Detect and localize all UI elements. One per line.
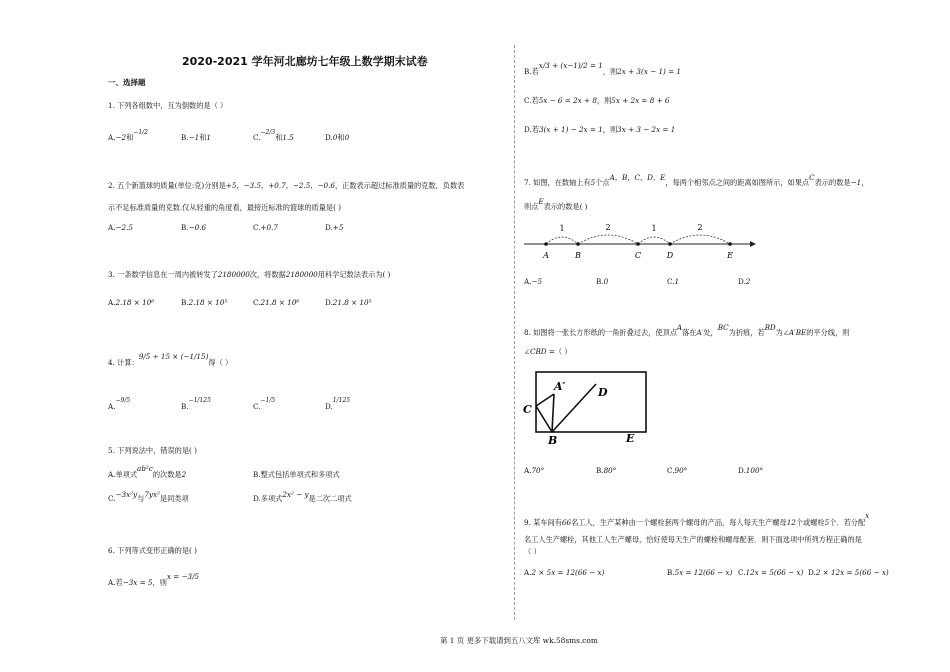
q7-stem-line1: 7. 如图，在数轴上有5个点A，B，C，D，E，每两个相邻点之间的距离如图所示，如果点C表示的数是−1， <box>524 173 869 187</box>
q9-stem-line1: 9. 某车间有66名工人，生产某种由一个螺栓套两个螺母的产品，每人每天生产螺母12个或螺栓5个．若分配x <box>524 511 870 527</box>
q1-option-a: A.−2和$^{-1/2}$ <box>108 129 148 142</box>
q2-stem-line2: 示不足标准质量的克数.仅从轻重的角度看，最接近标准的篮球的质量是( ) <box>108 203 341 212</box>
gap-label: 1 <box>559 224 565 233</box>
figure-label: A′ <box>554 380 566 393</box>
column-divider <box>514 45 515 620</box>
number-line-figure <box>520 218 760 264</box>
fold-ca <box>536 394 554 406</box>
q4-option-b: B.$^{-1/125}$ <box>181 397 211 411</box>
arc-de <box>670 235 730 244</box>
q3-option-d: D.21.8 × 10⁵ <box>325 298 372 307</box>
q8-stem-line1: 8. 如图将一张长方形纸的一角折叠过去，使顶点A落在A′处，BC为折痕，若BD为∠A′BE的平分线，则 <box>524 323 850 337</box>
q8-option-a: A.70° <box>524 466 545 475</box>
q4-option-d: D.$^{1/125}$ <box>325 397 351 411</box>
q8-option-d: D.100° <box>738 466 764 475</box>
arc-bc <box>578 235 638 244</box>
point-label: A <box>543 251 549 260</box>
q5-option-d: D.多项式2x² − y是二次二项式 <box>253 490 352 503</box>
q4-option-c: C.$^{-1/5}$ <box>253 397 276 411</box>
gap-label: 2 <box>697 223 703 232</box>
q5-option-c: C.−3x²y与7yx²是同类项 <box>108 490 189 503</box>
figure-label: E <box>626 432 635 445</box>
q3-option-a: A.2.18 × 10⁶ <box>108 298 155 307</box>
number-line-arrow <box>750 241 756 247</box>
figure-label: B <box>548 434 558 447</box>
q5-stem: 5. 下列说法中，错误的是( ) <box>108 446 197 455</box>
q6-option-c: C.若5x − 6 = 2x + 8，则5x + 2x = 8 + 6 <box>524 96 670 105</box>
q4-stem: 4. 计算：9/5 ÷ 15 × (−1/15)得（ ） <box>108 352 233 367</box>
arc-cd <box>638 237 670 244</box>
q1-option-c: C.$^{-2/3}$和1.5 <box>253 129 294 142</box>
crease-bc <box>536 406 552 432</box>
q9-option-a: A.2 × 5x = 12(66 − x) <box>524 568 605 577</box>
page-title: 2020-2021 学年河北廊坊七年级上数学期末试卷 <box>182 55 428 68</box>
point-label: C <box>634 251 642 260</box>
q6-option-a: A.若−3x = 5，则x = −3/5 <box>108 572 200 587</box>
q6-option-b: B.若x/3 + (x−1)/2 = 1，则2x + 3(x − 1) = 1 <box>524 61 682 76</box>
q2-option-c: C.+0.7 <box>253 223 278 232</box>
fold-ba <box>552 394 554 432</box>
point-label: E <box>727 251 733 260</box>
point-b <box>576 242 580 246</box>
q9-option-c: C.12x = 5(66 − x) <box>738 568 804 577</box>
q6-option-d: D.若3(x + 1) − 2x = 1，则3x + 3 − 2x = 1 <box>524 125 676 134</box>
q2-stem-line1: 2. 五个新篮球的质量(单位:克)分别是+5，−3.5，+0.7，−2.5，−0.6，正数表示超过标准质量的克数，负数表 <box>108 181 465 190</box>
q2-option-b: B.−0.6 <box>181 223 207 232</box>
q7-option-a: A.−5 <box>524 277 543 286</box>
q9-stem-line2: 名工人生产螺栓，其他工人生产螺母，恰好使每天生产的螺栓和螺母配套．则下面选项中所列方程正确的是 <box>524 535 862 544</box>
section-heading: 一、选择题 <box>108 78 146 87</box>
q2-option-d: D.+5 <box>325 223 344 232</box>
point-c <box>636 242 640 246</box>
q1-option-b: B.−1和1 <box>181 133 211 142</box>
arc-ab <box>546 237 578 244</box>
q1-option-d: D.0和0 <box>325 133 350 142</box>
q5-option-b: B.整式包括单项式和多项式 <box>253 470 340 479</box>
q6-stem: 6. 下列等式变形正确的是( ) <box>108 546 197 555</box>
q5-option-a: A.单项式ab²c的次数是2 <box>108 464 187 479</box>
q9-stem-line3: （ ） <box>524 547 541 556</box>
q1-stem: 1. 下列各组数中，互为倒数的是（ ） <box>108 101 228 110</box>
q7-option-b: B.0 <box>596 277 609 286</box>
q9-option-d: D.2 × 12x = 5(66 − x) <box>808 568 889 577</box>
point-d <box>668 242 672 246</box>
q8-option-c: C.90° <box>667 466 688 475</box>
figure-label: D <box>598 386 608 399</box>
point-a <box>544 242 548 246</box>
q8-stem-line2: ∠CBD =（ ） <box>524 347 572 356</box>
folded-paper-figure <box>520 366 650 448</box>
q3-stem: 3. 一条数学信息在一周内被转发了2180000次，将数据2180000用科学记数法表示为( ) <box>108 270 391 279</box>
point-e <box>728 242 732 246</box>
figure-label: C <box>523 403 532 416</box>
gap-label: 2 <box>605 223 611 232</box>
point-label: D <box>666 251 674 260</box>
q8-option-b: B.80° <box>596 466 617 475</box>
q9-option-b: B.5x = 12(66 − x) <box>667 568 733 577</box>
point-label: B <box>575 251 581 260</box>
q4-option-a: A.$^{-9/5}$ <box>108 397 131 411</box>
q3-option-b: B.2.18 × 10⁵ <box>181 298 228 307</box>
q7-option-d: D.2 <box>738 277 751 286</box>
page-footer: 第 1 页 更多下载请到五八文库 wk.58sms.com <box>440 636 598 645</box>
gap-label: 1 <box>651 224 657 233</box>
q7-option-c: C.1 <box>667 277 680 286</box>
q3-option-c: C.21.8 × 10⁶ <box>253 298 300 307</box>
q7-stem-line2: 则点E表示的数是( ) <box>524 197 588 211</box>
q2-option-a: A.−2.5 <box>108 223 133 232</box>
